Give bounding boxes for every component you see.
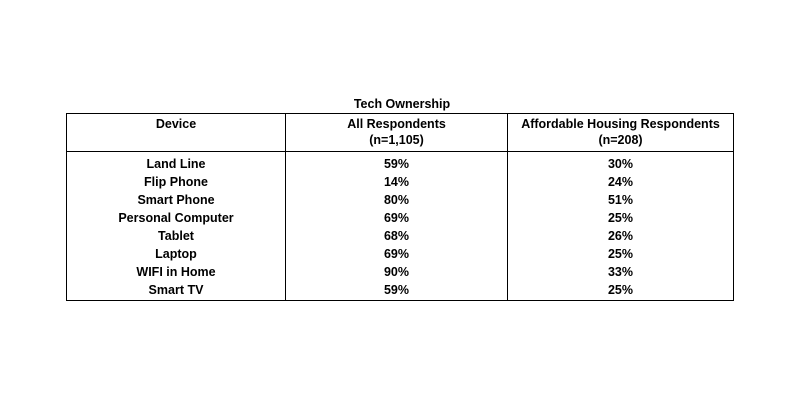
table-row — [67, 227, 734, 245]
table-row — [67, 191, 734, 209]
table-title: Tech Ownership — [353, 97, 451, 111]
device-cell: Tablet — [67, 227, 286, 245]
column-header-device — [67, 114, 286, 152]
affordable-housing-cell: 26% — [508, 227, 734, 245]
device-cell: Laptop — [67, 245, 286, 263]
table-row — [67, 152, 734, 174]
header-device-label: Device — [155, 117, 197, 131]
affordable-housing-cell: 33% — [508, 263, 734, 281]
table-row — [67, 263, 734, 281]
table-row — [67, 281, 734, 301]
header-affordable-line1: Affordable Housing Respondents — [521, 117, 720, 131]
all-respondents-cell: 68% — [286, 227, 508, 245]
all-respondents-cell: 14% — [286, 173, 508, 191]
tech-ownership-table — [66, 113, 734, 301]
header-all-line2: (n=1,105) — [369, 133, 424, 147]
table-row — [67, 173, 734, 191]
device-cell: WIFI in Home — [67, 263, 286, 281]
affordable-housing-cell: 25% — [508, 209, 734, 227]
affordable-housing-cell: 51% — [508, 191, 734, 209]
affordable-housing-cell: 24% — [508, 173, 734, 191]
device-cell: Smart Phone — [67, 191, 286, 209]
device-cell: Flip Phone — [67, 173, 286, 191]
table-row — [67, 245, 734, 263]
column-header-affordable-housing — [508, 114, 734, 152]
affordable-housing-cell: 25% — [508, 281, 734, 301]
device-cell: Land Line — [67, 152, 286, 174]
header-row — [67, 114, 734, 152]
affordable-housing-cell: 25% — [508, 245, 734, 263]
affordable-housing-cell: 30% — [508, 152, 734, 174]
all-respondents-cell: 69% — [286, 209, 508, 227]
all-respondents-cell: 90% — [286, 263, 508, 281]
all-respondents-cell: 59% — [286, 152, 508, 174]
all-respondents-cell: 80% — [286, 191, 508, 209]
device-cell: Smart TV — [67, 281, 286, 301]
header-affordable-line2: (n=208) — [598, 133, 643, 147]
device-cell: Personal Computer — [67, 209, 286, 227]
column-header-all-respondents — [286, 114, 508, 152]
table-row — [67, 209, 734, 227]
header-all-line1: All Respondents — [347, 117, 446, 131]
all-respondents-cell: 59% — [286, 281, 508, 301]
all-respondents-cell: 69% — [286, 245, 508, 263]
